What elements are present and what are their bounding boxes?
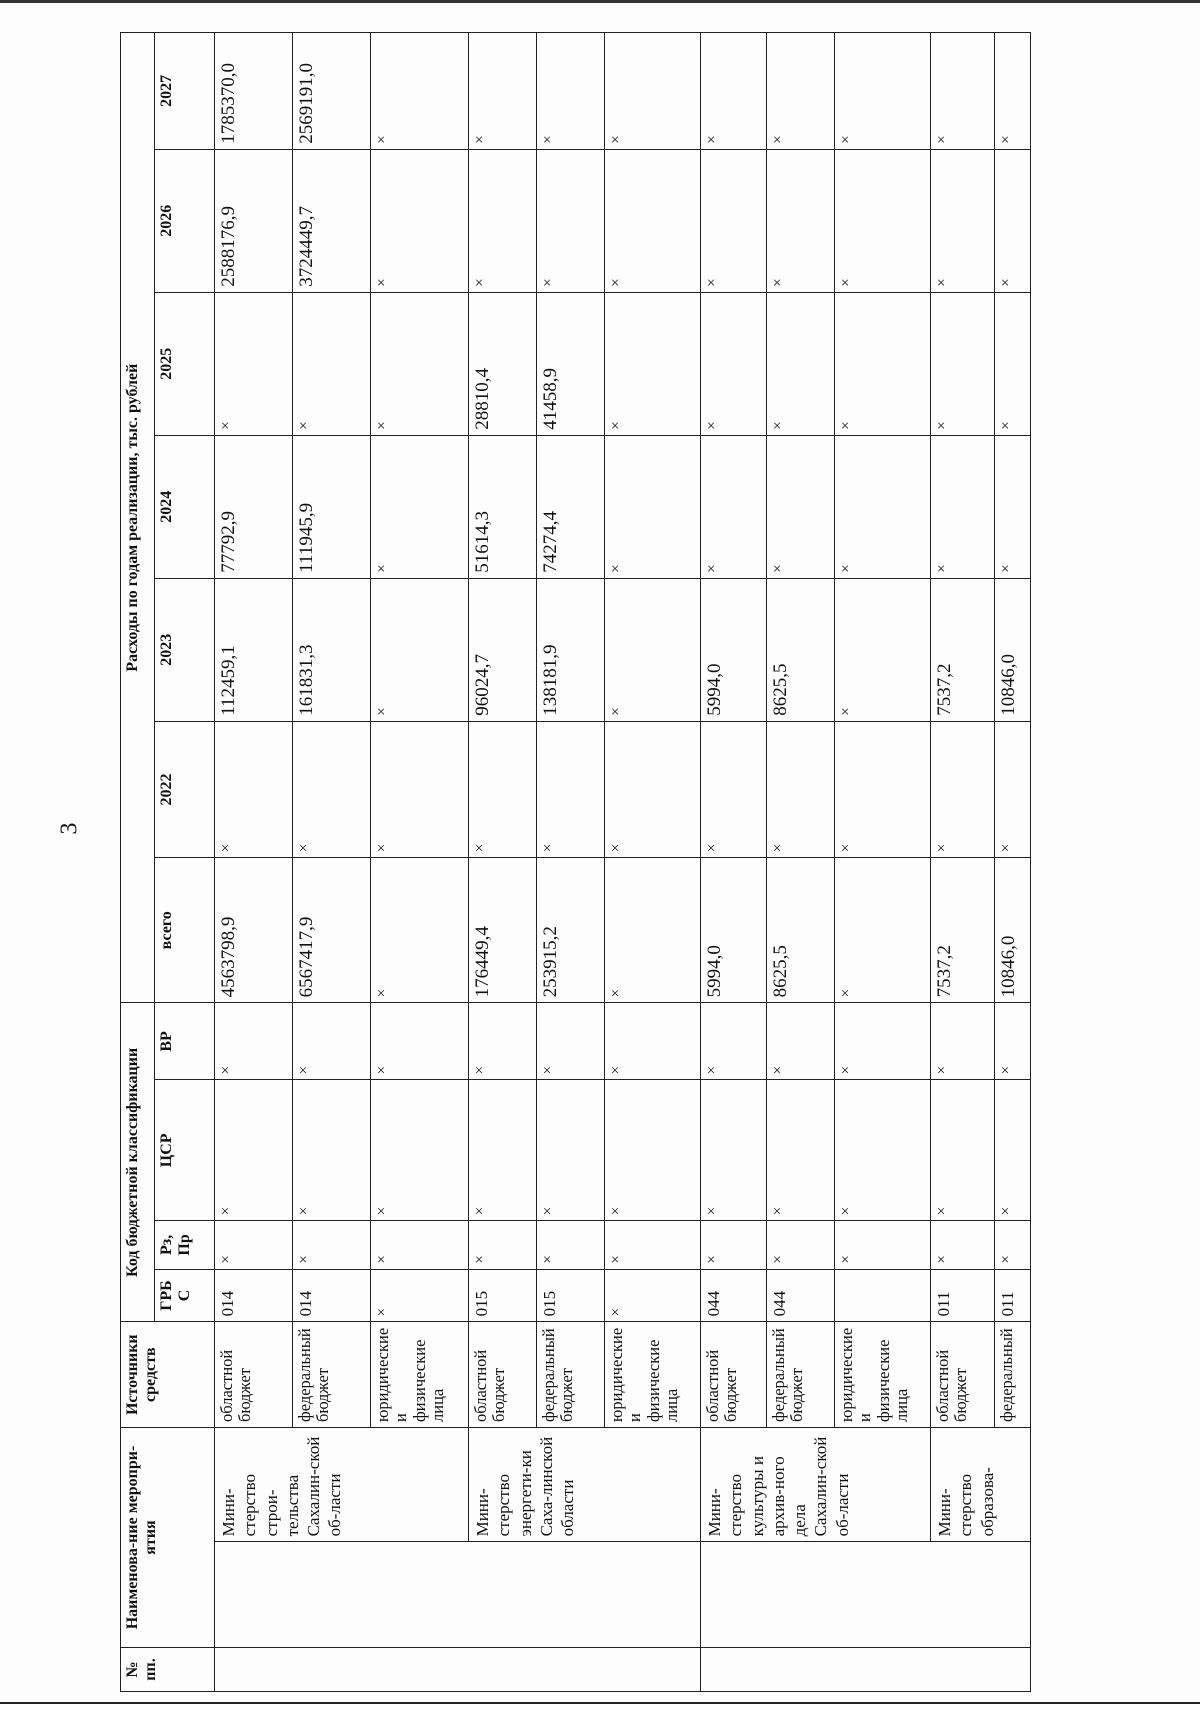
responsible-executor: Мини-стерство образова-	[931, 1427, 1031, 1541]
cell-rzpr: ×	[605, 1221, 701, 1269]
header-2027: 2027	[155, 33, 215, 150]
cell-2025: ×	[931, 292, 995, 435]
cell-2024: 111945,9	[293, 435, 371, 578]
cell-csr: ×	[995, 1080, 1031, 1221]
cell-measure-name	[215, 1542, 701, 1648]
cell-2024: ×	[701, 435, 767, 578]
cell-2023: 138181,9	[537, 578, 605, 721]
header-total: всего	[155, 858, 215, 1003]
cell-2022: ×	[469, 721, 537, 857]
cell-2025: ×	[293, 292, 371, 435]
table-row	[701, 33, 767, 1692]
cell-total: 6567417,9	[293, 858, 371, 1003]
cell-2027: ×	[995, 33, 1031, 150]
cell-2026: ×	[767, 149, 835, 292]
cell-vr: ×	[995, 1003, 1031, 1080]
cell-rzpr: ×	[995, 1221, 1031, 1269]
cell-2026: 2588176,9	[215, 149, 293, 292]
cell-2026: ×	[931, 149, 995, 292]
cell-2026: ×	[469, 149, 537, 292]
cell-source: областной бюджет	[469, 1322, 537, 1428]
cell-csr: ×	[293, 1080, 371, 1221]
cell-2026: ×	[835, 149, 931, 292]
cell-source: областной бюджет	[215, 1322, 293, 1428]
cell-grbs: ×	[371, 1269, 469, 1322]
header-csr: ЦСР	[155, 1080, 215, 1221]
cell-2027: 2569191,0	[293, 33, 371, 150]
cell-2024: ×	[371, 435, 469, 578]
cell-2023: 96024,7	[469, 578, 537, 721]
page-number: 3	[56, 822, 83, 835]
cell-2025: 41458,9	[537, 292, 605, 435]
header-name: Наименова-ние меропри-ятия	[121, 1427, 215, 1647]
cell-2022: ×	[293, 721, 371, 857]
cell-source: областной бюджет	[701, 1322, 767, 1428]
cell-vr: ×	[293, 1003, 371, 1080]
cell-measure-name	[701, 1542, 1031, 1648]
table-row	[215, 33, 293, 1692]
cell-2024: ×	[767, 435, 835, 578]
header-grbs: ГРБ С	[155, 1269, 215, 1322]
cell-2027: ×	[767, 33, 835, 150]
cell-vr: ×	[931, 1003, 995, 1080]
cell-2024: ×	[605, 435, 701, 578]
cell-2027: ×	[931, 33, 995, 150]
cell-source: областной бюджет	[931, 1322, 995, 1428]
cell-2023: 5994,0	[701, 578, 767, 721]
cell-2023: ×	[605, 578, 701, 721]
cell-2026: ×	[371, 149, 469, 292]
responsible-executor: Мини-стерство энергети-ки Саха-линской области	[469, 1427, 701, 1541]
cell-grbs	[835, 1269, 931, 1322]
cell-2022: ×	[995, 721, 1031, 857]
cell-2024: 74274,4	[537, 435, 605, 578]
cell-2027: ×	[605, 33, 701, 150]
cell-total: 4563798,9	[215, 858, 293, 1003]
cell-2023: 10846,0	[995, 578, 1031, 721]
cell-2022: ×	[931, 721, 995, 857]
cell-rzpr: ×	[835, 1221, 931, 1269]
cell-2025: ×	[995, 292, 1031, 435]
cell-2027: 1785370,0	[215, 33, 293, 150]
scan-edge-bottom	[0, 1702, 1200, 1704]
cell-2023: ×	[371, 578, 469, 721]
cell-rzpr: ×	[215, 1221, 293, 1269]
cell-grbs: 044	[701, 1269, 767, 1322]
cell-csr: ×	[605, 1080, 701, 1221]
cell-2025: ×	[701, 292, 767, 435]
cell-csr: ×	[537, 1080, 605, 1221]
cell-vr: ×	[371, 1003, 469, 1080]
cell-2022: ×	[701, 721, 767, 857]
cell-2026: ×	[537, 149, 605, 292]
cell-2024: ×	[835, 435, 931, 578]
cell-2026: ×	[605, 149, 701, 292]
cell-2027: ×	[469, 33, 537, 150]
cell-rzpr: ×	[767, 1221, 835, 1269]
cell-grbs: ×	[605, 1269, 701, 1322]
cell-2023: ×	[835, 578, 931, 721]
cell-csr: ×	[931, 1080, 995, 1221]
cell-total: 8625,5	[767, 858, 835, 1003]
cell-2022: ×	[835, 721, 931, 857]
cell-rzpr: ×	[371, 1221, 469, 1269]
cell-2025: ×	[605, 292, 701, 435]
cell-2024: ×	[931, 435, 995, 578]
cell-2025: ×	[767, 292, 835, 435]
cell-2026: ×	[995, 149, 1031, 292]
cell-csr: ×	[215, 1080, 293, 1221]
cell-2024: 77792,9	[215, 435, 293, 578]
cell-vr: ×	[835, 1003, 931, 1080]
header-2022: 2022	[155, 721, 215, 857]
header-vr: ВР	[155, 1003, 215, 1080]
cell-2027: ×	[537, 33, 605, 150]
cell-2023: 7537,2	[931, 578, 995, 721]
header-2023: 2023	[155, 578, 215, 721]
cell-2025: 28810,4	[469, 292, 537, 435]
cell-2025: ×	[215, 292, 293, 435]
cell-no	[701, 1648, 1031, 1692]
cell-2026: 3724449,7	[293, 149, 371, 292]
cell-csr: ×	[835, 1080, 931, 1221]
cell-2024: 51614,3	[469, 435, 537, 578]
cell-total: 7537,2	[931, 858, 995, 1003]
responsible-executor: Мини-стерство строи-тельства Сахалин-ской об-ласти	[215, 1427, 469, 1541]
header-2025: 2025	[155, 292, 215, 435]
header-code-group: Код бюджетной классификации	[121, 1003, 155, 1322]
cell-vr: ×	[767, 1003, 835, 1080]
cell-csr: ×	[701, 1080, 767, 1221]
cell-2022: ×	[371, 721, 469, 857]
cell-2022: ×	[215, 721, 293, 857]
scan-edge-top	[0, 0, 1200, 3]
cell-vr: ×	[469, 1003, 537, 1080]
cell-rzpr: ×	[701, 1221, 767, 1269]
table-row	[931, 33, 995, 1692]
rotated-table-wrapper	[120, 32, 1095, 1692]
cell-2027: ×	[371, 33, 469, 150]
header-2026: 2026	[155, 149, 215, 292]
table-body	[215, 33, 1031, 1692]
cell-2027: ×	[701, 33, 767, 150]
header-no: № пп.	[121, 1648, 215, 1692]
cell-grbs: 015	[537, 1269, 605, 1322]
cell-total: 253915,2	[537, 858, 605, 1003]
cell-2024: ×	[995, 435, 1031, 578]
cell-csr: ×	[371, 1080, 469, 1221]
cell-2023: 161831,3	[293, 578, 371, 721]
cell-vr: ×	[537, 1003, 605, 1080]
cell-2022: ×	[605, 721, 701, 857]
cell-grbs: 014	[293, 1269, 371, 1322]
cell-2025: ×	[371, 292, 469, 435]
cell-total: ×	[371, 858, 469, 1003]
cell-2022: ×	[537, 721, 605, 857]
cell-source: федеральный бюджет	[767, 1322, 835, 1428]
cell-grbs: 044	[767, 1269, 835, 1322]
cell-total: 10846,0	[995, 858, 1031, 1003]
cell-no	[215, 1648, 701, 1692]
cell-vr: ×	[605, 1003, 701, 1080]
cell-source: федеральный	[995, 1322, 1031, 1428]
cell-2023: 8625,5	[767, 578, 835, 721]
cell-csr: ×	[767, 1080, 835, 1221]
cell-csr: ×	[469, 1080, 537, 1221]
cell-source: федеральный бюджет	[537, 1322, 605, 1428]
cell-vr: ×	[701, 1003, 767, 1080]
cell-total: 5994,0	[701, 858, 767, 1003]
budget-table	[120, 32, 1031, 1692]
cell-total: ×	[605, 858, 701, 1003]
cell-total: ×	[835, 858, 931, 1003]
header-2024: 2024	[155, 435, 215, 578]
header-sources: Источники средств	[121, 1322, 215, 1428]
cell-source: юридические и физические лица	[605, 1322, 701, 1428]
cell-vr: ×	[215, 1003, 293, 1080]
cell-grbs: 011	[995, 1269, 1031, 1322]
cell-2023: 112459,1	[215, 578, 293, 721]
cell-rzpr: ×	[469, 1221, 537, 1269]
table-row	[469, 33, 537, 1692]
header-rzpr: Рз, Пр	[155, 1221, 215, 1269]
cell-2025: ×	[835, 292, 931, 435]
responsible-executor: Мини-стерство культуры и архив-ного дела Сахалин-ской об-ласти	[701, 1427, 931, 1541]
cell-2027: ×	[835, 33, 931, 150]
cell-rzpr: ×	[293, 1221, 371, 1269]
cell-rzpr: ×	[537, 1221, 605, 1269]
cell-grbs: 011	[931, 1269, 995, 1322]
cell-grbs: 015	[469, 1269, 537, 1322]
cell-total: 176449,4	[469, 858, 537, 1003]
cell-rzpr: ×	[931, 1221, 995, 1269]
cell-2022: ×	[767, 721, 835, 857]
cell-source: федеральный бюджет	[293, 1322, 371, 1428]
cell-2026: ×	[701, 149, 767, 292]
cell-source: юридические и физические лица	[371, 1322, 469, 1428]
cell-source: юридические и физические лица	[835, 1322, 931, 1428]
cell-grbs: 014	[215, 1269, 293, 1322]
header-expenses-group: Расходы по годам реализации, тыс. рублей	[121, 33, 155, 1003]
